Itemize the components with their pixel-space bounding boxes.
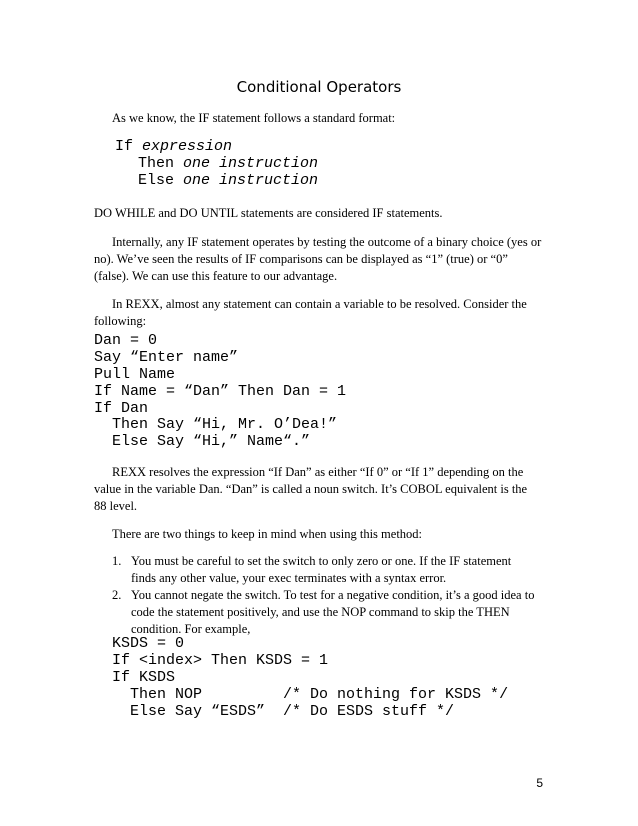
list-line: code the statement positively, and use the NOP command to skip the THEN — [131, 605, 510, 619]
list-text — [112, 587, 534, 638]
list-number: 2. — [112, 588, 122, 602]
format-else-line: Else one instruction — [138, 172, 319, 189]
code-line: KSDS = 0 — [112, 635, 185, 652]
paragraph-line: value in the variable Dan. “Dan” is called a noun switch. It’s COBOL equivalent is the — [94, 482, 528, 496]
code-line: Then NOP /* Do nothing for KSDS */ — [112, 686, 509, 703]
code-line: If <index> Then KSDS = 1 — [112, 652, 329, 669]
code-line: Else Say “ESDS” /* Do ESDS stuff */ — [112, 703, 455, 720]
list-text — [112, 553, 511, 587]
code-line: Else Say “Hi,” Name“.” — [94, 433, 311, 450]
do-while-paragraph: DO WHILE and DO UNTIL statements are considered IF statements. — [94, 206, 443, 220]
paragraph-line: 88 level. — [94, 499, 138, 513]
paragraph-line: no). We’ve seen the results of IF comparisons can be displayed as “1” (true) or “0” — [94, 252, 508, 266]
code-line: If Name = “Dan” Then Dan = 1 — [94, 383, 347, 400]
list-item — [112, 587, 534, 638]
list-item — [112, 553, 511, 587]
list-line: finds any other value, your exec terminates with a syntax error. — [131, 571, 447, 585]
page-title: Conditional Operators — [236, 78, 402, 96]
code-line: If Dan — [94, 400, 149, 417]
two-things-paragraph: There are two things to keep in mind when using this method: — [112, 527, 423, 541]
format-if-line: If expression — [115, 138, 233, 155]
page-number: 5 — [536, 776, 543, 790]
list-line: You must be careful to set the switch to only zero or one. If the IF statement — [131, 554, 512, 568]
list-number: 1. — [112, 554, 122, 568]
list-line: condition. For example, — [131, 622, 251, 636]
intro-paragraph: As we know, the IF statement follows a standard format: — [112, 111, 396, 125]
paragraph-line: following: — [94, 314, 147, 328]
code-line: Then Say “Hi, Mr. O’Dea!” — [94, 416, 338, 433]
code-line: Pull Name — [94, 366, 176, 383]
format-then-line: Then one instruction — [138, 155, 319, 172]
paragraph-line: (false). We can use this feature to our advantage. — [94, 269, 338, 283]
code-line: If KSDS — [112, 669, 176, 686]
list-line: You cannot negate the switch. To test for a negative condition, it’s a good idea to — [131, 588, 535, 602]
paragraph-line: Internally, any IF statement operates by testing the outcome of a binary choice (yes or — [112, 235, 542, 249]
paragraph-line: In REXX, almost any statement can contain a variable to be resolved. Consider the — [112, 297, 527, 311]
code-line: Say “Enter name” — [94, 349, 239, 366]
code-line: Dan = 0 — [94, 332, 158, 349]
paragraph-line: REXX resolves the expression “If Dan” as either “If 0” or “If 1” depending on the — [112, 465, 524, 479]
